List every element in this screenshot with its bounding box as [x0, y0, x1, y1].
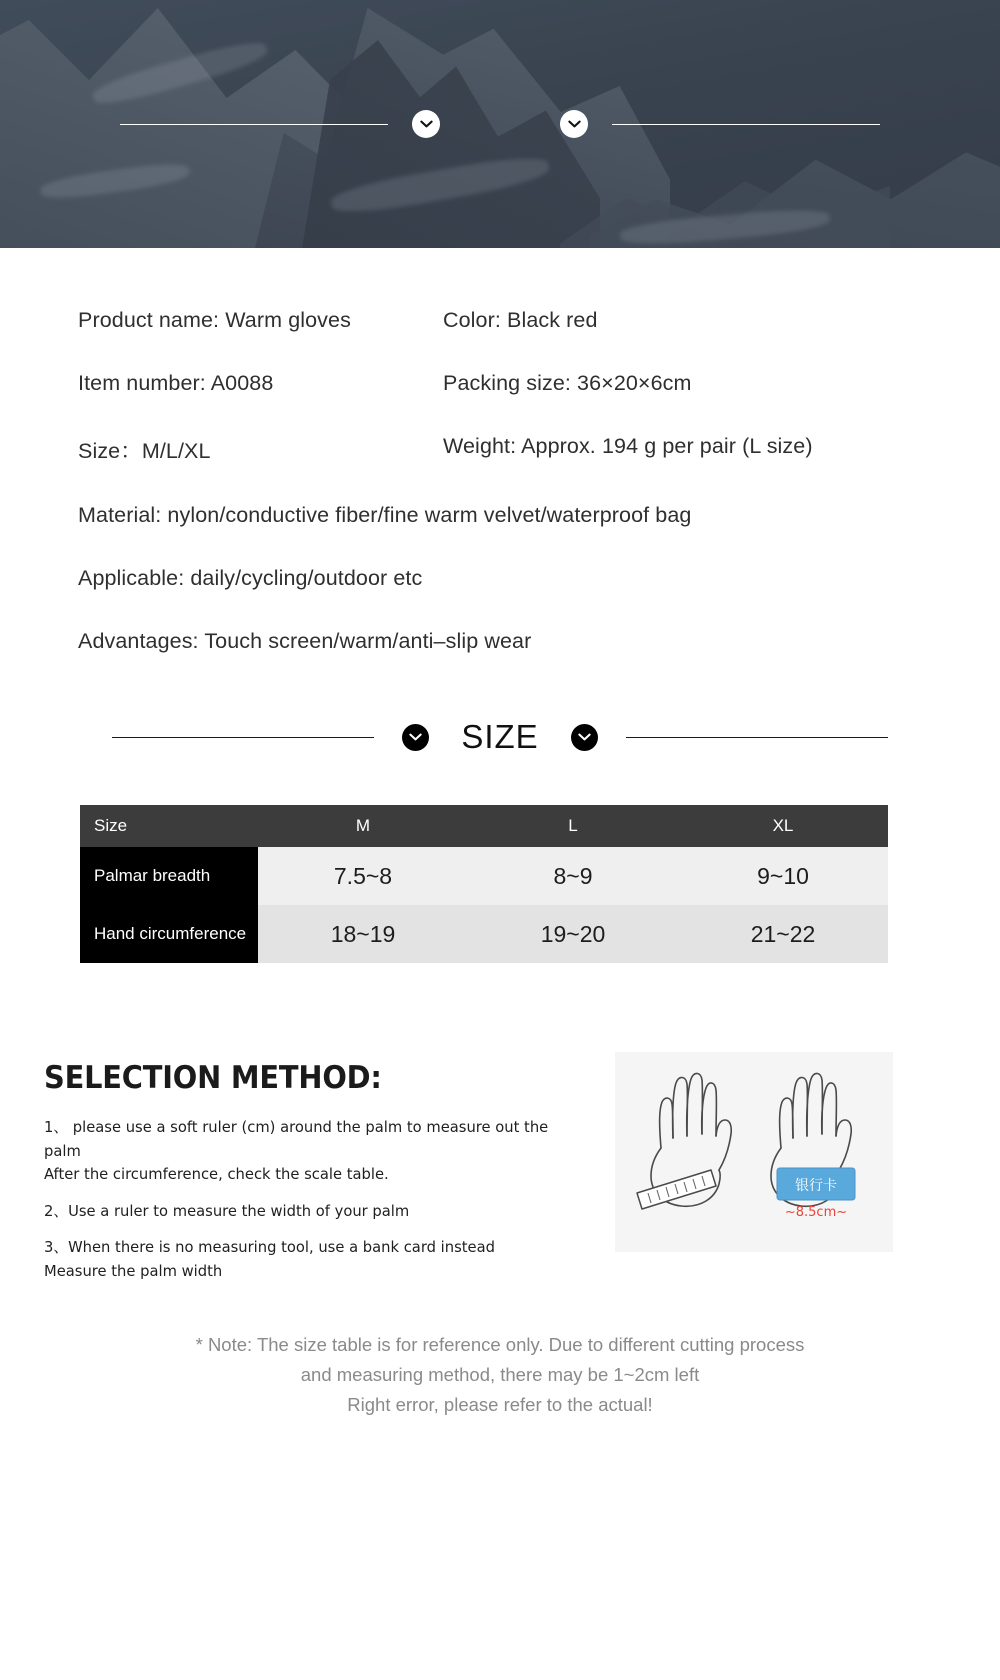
table-row	[80, 847, 888, 905]
hero-rule-left	[120, 124, 388, 125]
selection-step-2-line-1: 2、Use a ruler to measure the width of your palm	[44, 1201, 410, 1220]
spec-row	[0, 371, 1000, 396]
hero-chevron-badge-left[interactable]	[412, 110, 440, 138]
cell-palmar-xl: 9~10	[678, 847, 888, 905]
selection-step-3-line-1: 3、When there is no measuring tool, use a bank card instead	[44, 1238, 495, 1257]
row-label-hand-circumference: Hand circumference	[80, 905, 258, 963]
bank-card-label: 银行卡	[795, 1178, 837, 1194]
selection-method-section	[44, 1060, 604, 1296]
note-line-2: and measuring method, there may be 1~2cm left	[300, 1363, 700, 1385]
selection-step-3	[44, 1236, 576, 1283]
note-line-1: * Note: The size table is for reference only. Due to different cutting process	[195, 1334, 805, 1355]
chevron-down-icon	[409, 733, 422, 742]
hero-chevron-badge-right[interactable]	[560, 110, 588, 138]
card-width-text: ~8.5cm~	[784, 1205, 848, 1220]
size-section-header	[0, 700, 1000, 774]
selection-step-1	[44, 1116, 576, 1187]
size-chart-table	[80, 805, 888, 963]
selection-method-title: SELECTION METHOD:	[44, 1060, 382, 1096]
size-rule-right	[626, 737, 888, 738]
chevron-down-icon	[568, 120, 581, 129]
spec-color: Color: Black red	[443, 308, 598, 332]
spec-packing-size: Packing size: 36×20×6cm	[443, 371, 692, 395]
spec-size: Size：M/L/XL	[78, 439, 211, 463]
header-size-m: M	[258, 805, 468, 847]
card-width-annotation	[785, 1205, 847, 1220]
spec-row	[0, 434, 1000, 465]
hero-rule-right	[612, 124, 880, 125]
row-label-palmar-breadth: Palmar breadth	[80, 847, 258, 905]
measurement-illustration	[615, 1052, 893, 1252]
spec-applicable: Applicable: daily/cycling/outdoor etc	[78, 566, 423, 590]
spec-weight: Weight: Approx. 194 g per pair (L size)	[443, 434, 813, 458]
cell-palmar-l: 8~9	[468, 847, 678, 905]
hero-banner	[0, 0, 1000, 248]
cell-palmar-m: 7.5~8	[258, 847, 468, 905]
size-section-title: SIZE	[461, 718, 539, 755]
selection-step-3-line-2: Measure the palm width	[44, 1261, 223, 1280]
spec-product-name: Product name: Warm gloves	[78, 308, 351, 332]
size-rule-left	[112, 737, 374, 738]
hero-divider-bar	[0, 0, 1000, 248]
selection-step-1-line-2: After the circumference, check the scale table.	[44, 1165, 389, 1184]
table-row	[80, 905, 888, 963]
header-size-label: Size	[80, 805, 258, 847]
table-header-row	[80, 805, 888, 847]
size-chevron-badge-left[interactable]	[402, 724, 429, 751]
cell-hand-m: 18~19	[258, 905, 468, 963]
cell-hand-l: 19~20	[468, 905, 678, 963]
spec-item-number: Item number: A0088	[78, 371, 274, 395]
selection-step-2	[44, 1200, 576, 1224]
size-chevron-badge-right[interactable]	[571, 724, 598, 751]
product-spec-list	[0, 248, 1000, 692]
chevron-down-icon	[578, 733, 591, 742]
header-size-l: L	[468, 805, 678, 847]
note-line-3: Right error, please refer to the actual!	[347, 1393, 653, 1415]
spec-row	[0, 308, 1000, 333]
spec-material: Material: nylon/conductive fiber/fine warm velvet/waterproof bag	[78, 503, 692, 527]
chevron-down-icon	[420, 120, 433, 129]
tape-measure-icon	[637, 1170, 716, 1209]
spec-advantages: Advantages: Touch screen/warm/anti–slip wear	[78, 629, 532, 653]
selection-step-1-line-1: 1、 please use a soft ruler (cm) around the palm to measure out the palm	[44, 1118, 549, 1160]
cell-hand-xl: 21~22	[678, 905, 888, 963]
size-disclaimer-note	[0, 1330, 1000, 1420]
bank-card-icon	[777, 1168, 855, 1200]
header-size-xl: XL	[678, 805, 888, 847]
